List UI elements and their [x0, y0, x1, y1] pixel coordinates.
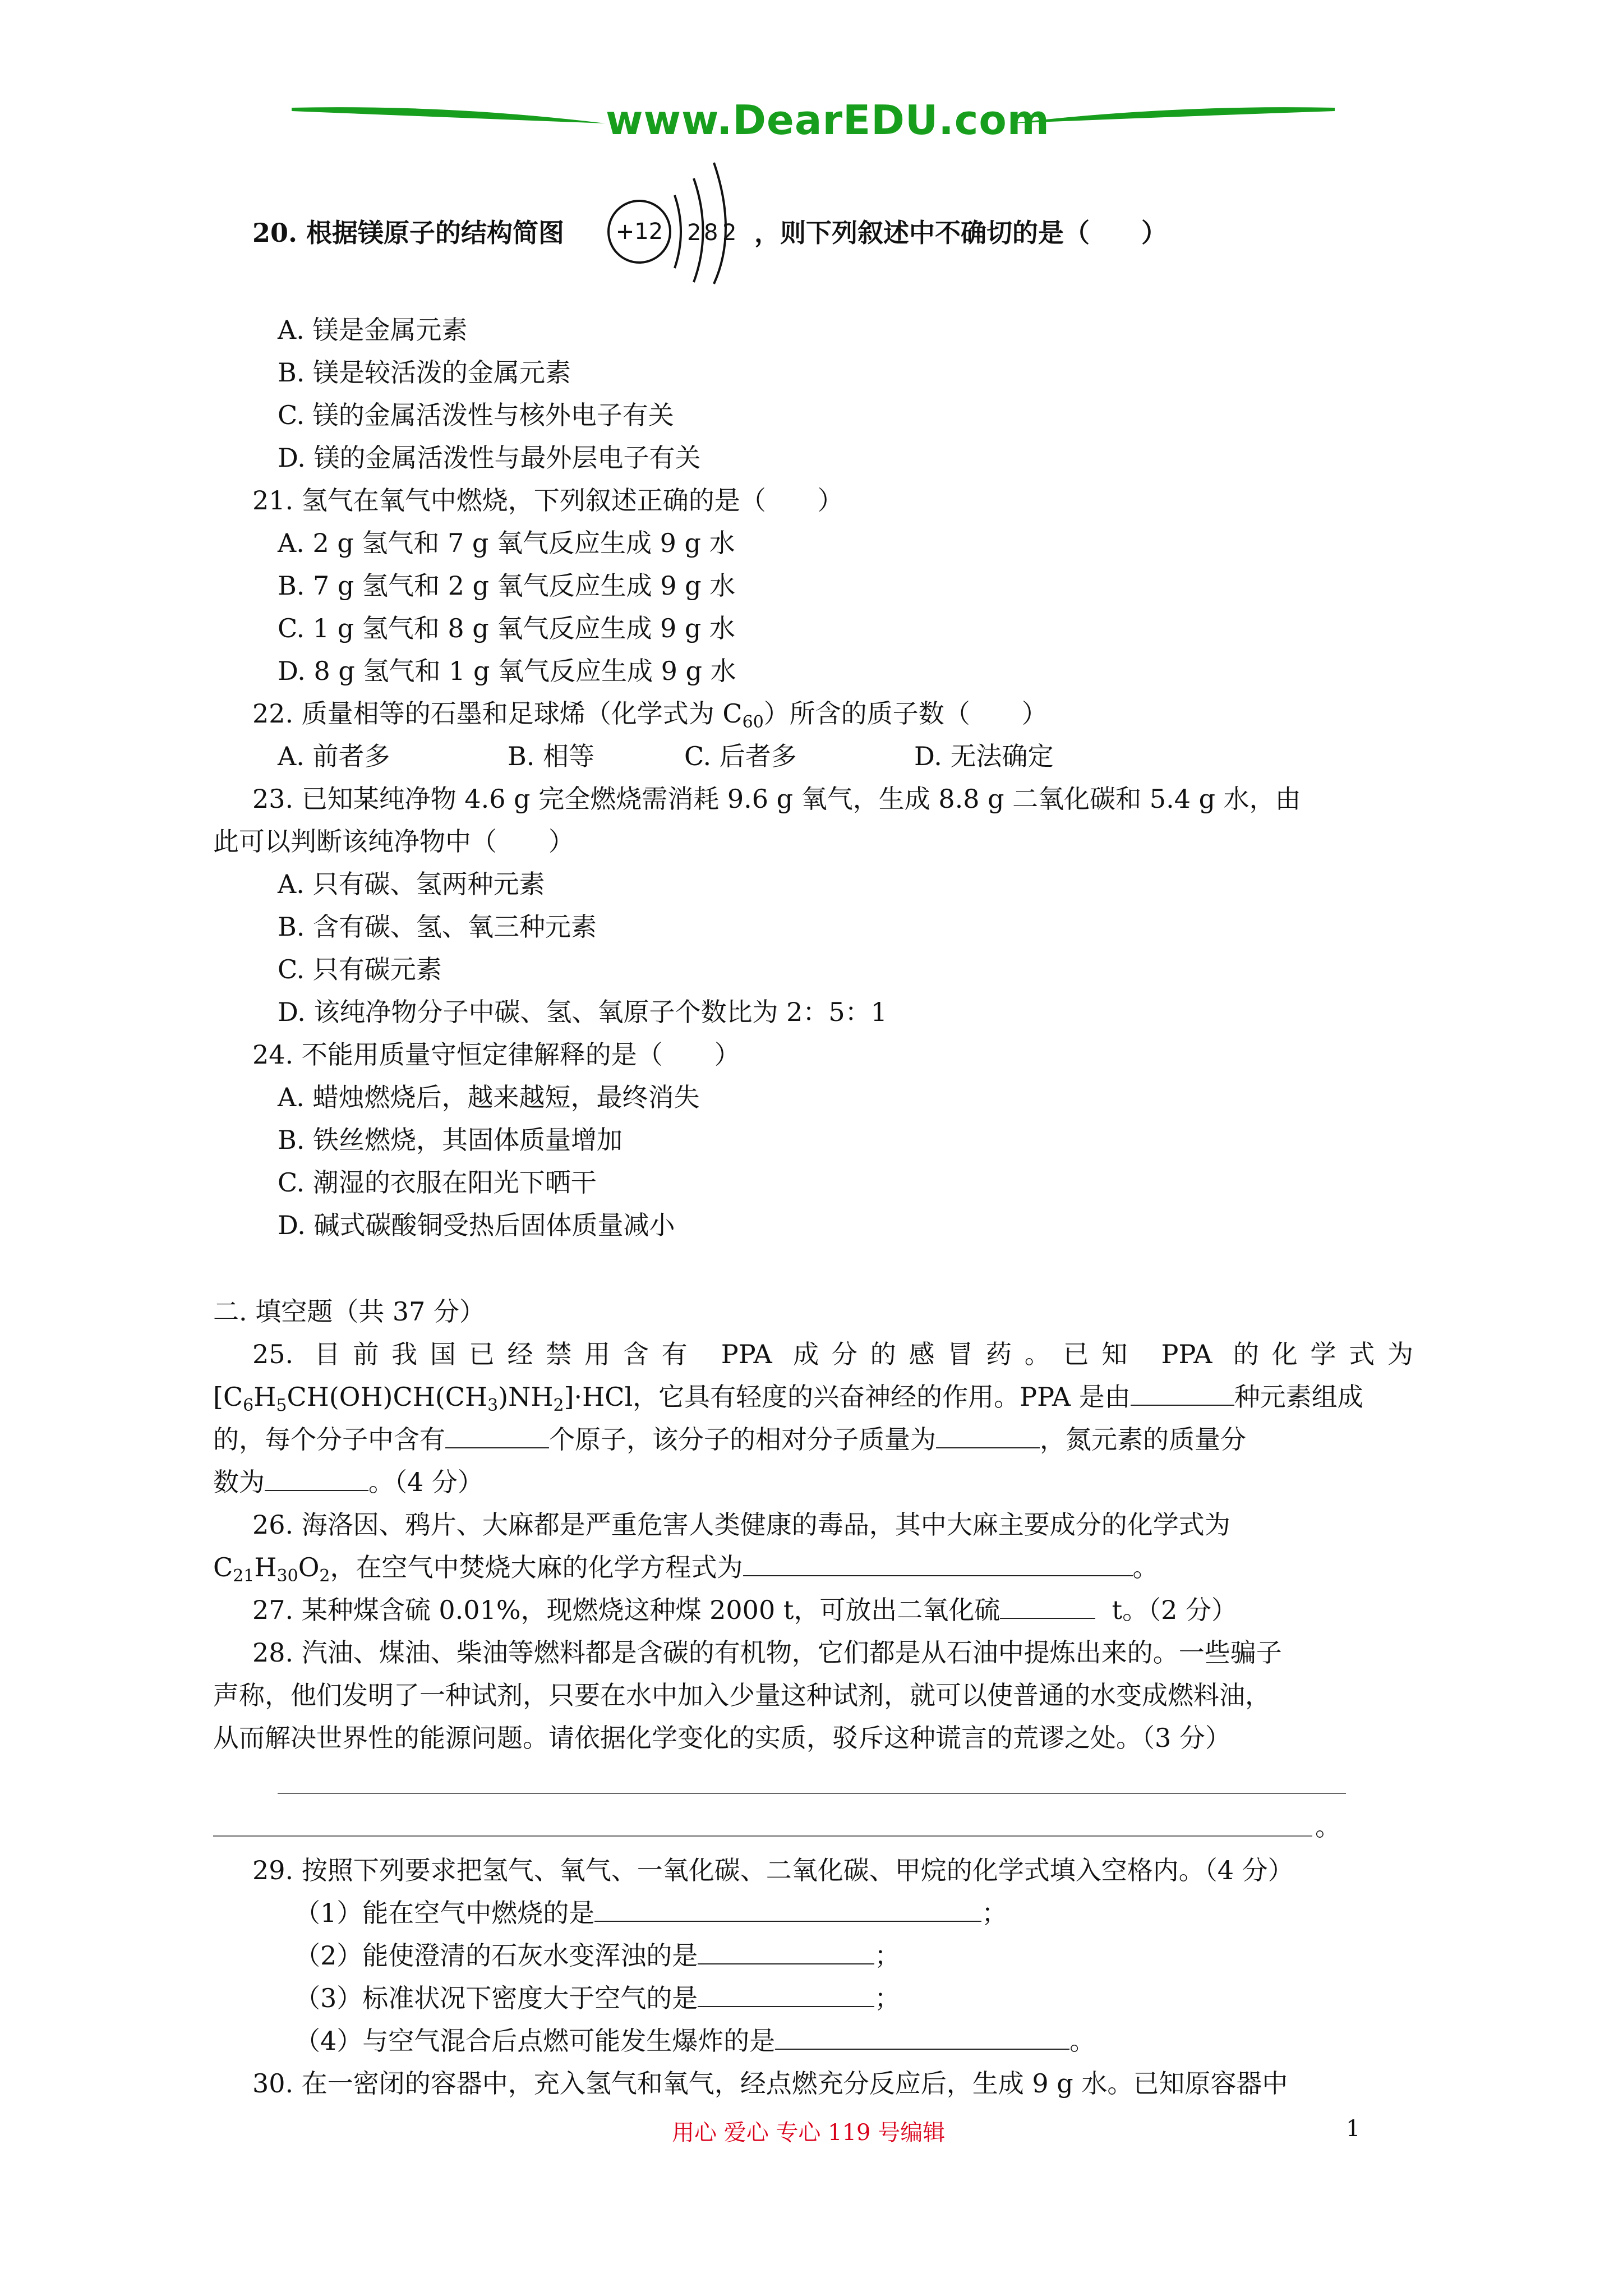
- shell-2-count: 8: [704, 220, 718, 246]
- q23-option-b: B. 含有碳、氢、氧三种元素: [278, 912, 597, 942]
- header-swoosh-right: [1009, 101, 1335, 129]
- blank-atom-count[interactable]: [445, 1425, 549, 1448]
- header-swoosh-left: [292, 101, 606, 129]
- blank-q29-4[interactable]: [775, 2026, 1069, 2050]
- q24-option-d: D. 碱式碳酸铜受热后固体质量减小: [278, 1210, 675, 1240]
- q22-option-b: B. 相等: [508, 741, 595, 771]
- q29-item-3: （3）标准状况下密度大于空气的是 ；: [294, 1983, 901, 2013]
- question-21-stem: 21. 氢气在氧气中燃烧，下列叙述正确的是（ ）: [252, 485, 843, 516]
- blank-molecular-mass[interactable]: [936, 1425, 1040, 1448]
- section-title-fill-in: 二. 填空题（共 37 分）: [213, 1296, 486, 1327]
- q22-option-a: A. 前者多: [278, 741, 390, 771]
- blank-element-count[interactable]: [1131, 1382, 1234, 1406]
- question-26-line-1: 26. 海洛因、鸦片、大麻都是严重危害人类健康的毒品，其中大麻主要成分的化学式为: [252, 1510, 1230, 1540]
- blank-nitrogen-fraction[interactable]: [265, 1467, 368, 1491]
- question-30-line-1: 30. 在一密闭的容器中，充入氢气和氧气，经点燃充分反应后，生成 9 g 水。已知原容器中: [252, 2068, 1288, 2099]
- blank-sulfur-dioxide-mass[interactable]: [1000, 1595, 1095, 1619]
- cannabis-formula: $C_{21}H_{30}O_2$: [213, 1552, 330, 1586]
- q23-option-c: C. 只有碳元素: [278, 954, 442, 984]
- shell-3-count: 2: [722, 220, 737, 246]
- q29-item-1: （1）能在空气中燃烧的是 ；: [294, 1898, 1008, 1928]
- question-23-line-2: 此可以判断该纯净物中（ ）: [213, 826, 574, 857]
- answer-line-1[interactable]: [278, 1793, 1346, 1794]
- question-27: 27. 某种煤含硫 0.01%，现燃烧这种煤 2000 t，可放出二氧化硫 t。（2 分）: [252, 1595, 1237, 1625]
- magnesium-atom-diagram: [603, 156, 749, 285]
- nucleus-label: +12: [615, 219, 663, 245]
- question-28-line-1: 28. 汽油、煤油、柴油等燃料都是含碳的有机物，它们都是从石油中提炼出来的。一些骗子: [252, 1637, 1282, 1668]
- q21-option-b: B. 7 g 氢气和 2 g 氧气反应生成 9 g 水: [278, 570, 736, 601]
- question-23-line-1: 23. 已知某纯净物 4.6 g 完全燃烧需消耗 9.6 g 氧气，生成 8.8 g 二氧化碳和 5.4 g 水，由: [252, 784, 1301, 814]
- q23-option-a: A. 只有碳、氢两种元素: [278, 869, 545, 899]
- q24-option-a: A. 蜡烛燃烧后，越来越短，最终消失: [278, 1082, 700, 1112]
- question-25-line-4: 数为 。（4 分）: [213, 1467, 483, 1497]
- blank-q29-2[interactable]: [698, 1941, 874, 1964]
- answer-line-end: 。: [1315, 1811, 1341, 1842]
- q29-item-2: （2）能使澄清的石灰水变浑浊的是 ；: [294, 1940, 901, 1971]
- site-logo[interactable]: www.DearEDU.com: [606, 96, 1050, 144]
- q21-option-c: C. 1 g 氢气和 8 g 氧气反应生成 9 g 水: [278, 613, 735, 643]
- blank-q29-3[interactable]: [698, 1984, 874, 2007]
- question-24-stem: 24. 不能用质量守恒定律解释的是（ ）: [252, 1039, 740, 1070]
- blank-combustion-equation[interactable]: [743, 1553, 1133, 1576]
- q20-option-d: D. 镁的金属活泼性与最外层电子有关: [278, 443, 701, 473]
- question-25-line-1: 25. 目前我国已经禁用含有 PPA 成分的感冒药。已知 PPA 的化学式为: [252, 1339, 1413, 1369]
- question-28-line-2: 声称，他们发明了一种试剂，只要在水中加入少量这种试剂，就可以使普通的水变成燃料油，: [213, 1680, 1271, 1710]
- question-29-stem: 29. 按照下列要求把氢气、氧气、一氧化碳、二氧化碳、甲烷的化学式填入空格内。（4 分）: [252, 1855, 1294, 1885]
- question-28-line-3: 从而解决世界性的能源问题。请依据化学变化的实质，驳斥这种谎言的荒谬之处。（3 分）: [213, 1723, 1231, 1753]
- q29-item-4: （4）与空气混合后点燃可能发生爆炸的是 。: [294, 2026, 1096, 2056]
- answer-line-2[interactable]: [213, 1835, 1312, 1837]
- question-26-line-2: $C_{21}H_{30}O_2$，在空气中焚烧大麻的化学方程式为 。: [213, 1552, 1159, 1586]
- footer-caption: 用心 爱心 专心 119 号编辑: [672, 2120, 946, 2146]
- q23-option-d: D. 该纯净物分子中碳、氢、氧原子个数比为 2：5：1: [278, 997, 887, 1027]
- blank-q29-1[interactable]: [594, 1898, 981, 1922]
- question-22-stem: 22. 质量相等的石墨和足球烯（化学式为 $C_{60}$）所含的质子数（ ）: [252, 698, 1048, 732]
- shell-1-count: 2: [687, 220, 702, 246]
- q21-option-d: D. 8 g 氢气和 1 g 氧气反应生成 9 g 水: [278, 656, 736, 686]
- q24-option-b: B. 铁丝燃烧，其固体质量增加: [278, 1125, 623, 1155]
- q21-option-a: A. 2 g 氢气和 7 g 氧气反应生成 9 g 水: [278, 528, 735, 558]
- page-number: 1: [1346, 2116, 1361, 2142]
- q20-option-b: B. 镁是较活泼的金属元素: [278, 357, 571, 388]
- question-25-line-3: 的，每个分子中含有 个原子，该分子的相对分子质量为 ，氮元素的质量分: [213, 1424, 1246, 1455]
- question-20-stem-prefix: 20. 根据镁原子的结构简图: [252, 218, 565, 248]
- q22-option-d: D. 无法确定: [914, 741, 1054, 771]
- question-20-stem-suffix: ，则下列叙述中不确切的是（ ）: [754, 218, 1167, 248]
- q20-option-a: A. 镁是金属元素: [278, 315, 468, 345]
- q22-option-c: C. 后者多: [684, 741, 797, 771]
- question-25-line-2: $[C_6H_5CH(OH)CH(CH_3)NH_2]\cdot HCl$，它具有轻度的兴奋神经的作用。PPA 是由 种元素组成: [213, 1382, 1363, 1415]
- q24-option-c: C. 潮湿的衣服在阳光下晒干: [278, 1167, 597, 1198]
- q20-option-c: C. 镁的金属活泼性与核外电子有关: [278, 400, 674, 430]
- ppa-formula: $[C_6H_5CH(OH)CH(CH_3)NH_2]\cdot HCl$: [213, 1382, 633, 1415]
